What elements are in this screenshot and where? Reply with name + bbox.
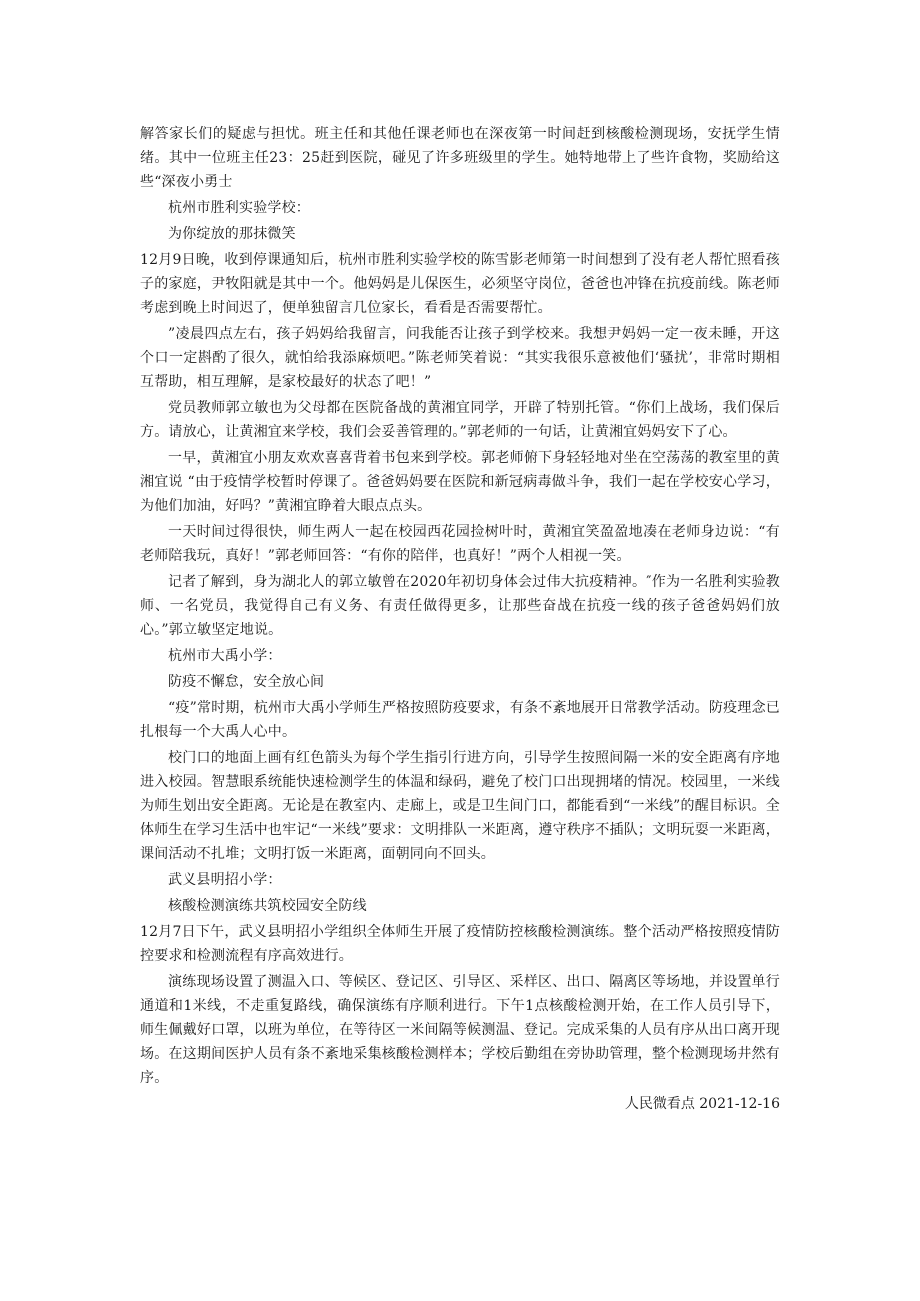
section-heading: 核酸检测演练共筑校园安全防线 (168, 898, 367, 914)
section-school-name: 杭州市大禹小学： (168, 648, 282, 664)
document-page (140, 122, 780, 1116)
paragraph: 校门口的地面上画有红色箭头为每个学生指引行进方向，引导学生按照间隔一米的安全距离有序地进入校园。智慧眼系统能快速检测学生的体温和绿码，避免了校门口出现拥堵的情况。校园里，一米线为师生划出安全距离。无论是在教室内、走廊上，或是卫生间门口，都能看到“一米线”的醒目标识。全体师生在学习生活中也牢记“一米线”要求：文明排队一米距离，遵守秩序不插队；文明玩耍一米距离，课间活动不扎堆；文明打饭一米距离，面朝同向不回头。 (140, 750, 780, 862)
paragraph: 12月9日晚，收到停课通知后，杭州市胜利实验学校的陈雪影老师第一时间想到了没有老人帮忙照看孩子的家庭，尹牧阳就是其中一个。他妈妈是儿保医生，必须坚守岗位，爸爸也冲锋在抗疫前线。陈老师考虑到晚上时间迟了，便单独留言几位家长，看看是否需要帮忙。 (140, 252, 780, 316)
paragraph: 一早，黄湘宜小朋友欢欢喜喜背着书包来到学校。郭老师俯下身轻轻地对坐在空荡荡的教室里的黄湘宜说 “由于疫情学校暂时停课了。爸爸妈妈要在医院和新冠病毒做斗争，我们一起在学校安心学习，为他们加油，好吗？”黄湘宜睁着大眼点点头。 (140, 450, 780, 514)
paragraph: “疫”常时期，杭州市大禹小学师生严格按照防疫要求，有条不紊地展开日常教学活动。防疫理念已扎根每一个大禹人心中。 (140, 700, 780, 740)
section-school-name: 杭州市胜利实验学校： (168, 200, 310, 216)
paragraph: 一天时间过得很快，师生两人一起在校园西花园捡树叶时，黄湘宜笑盈盈地凑在老师身边说：“有老师陪我玩，真好！”郭老师回答：“有你的陪伴，也真好！”两个人相视一笑。 (140, 524, 780, 564)
paragraph: ”凌晨四点左右，孩子妈妈给我留言，问我能否让孩子到学校来。我想尹妈妈一定一夜未睡，开这个口一定斟酌了很久，就怕给我添麻烦吧。”陈老师笑着说：“其实我很乐意被他们‘骚扰’，非常时期相互帮助，相互理解，是家校最好的状态了吧！” (140, 326, 780, 390)
paragraph: 演练现场设置了测温入口、等候区、登记区、引导区、采样区、出口、隔离区等场地，并设置单行通道和1米线，不走重复路线，确保演练有序顺利进行。下午1点核酸检测开始，在工作人员引导下，师生佩戴好口罩，以班为单位，在等待区一米间隔等候测温、登记。完成采集的人员有序从出口离开现场。在这期间医护人员有条不紊地采集核酸检测样本；学校后勤组在旁协助管理，整个检测现场井然有序。 (140, 974, 780, 1086)
section-heading: 防疫不懈怠，安全放心间 (168, 674, 325, 690)
paragraph: 党员教师郭立敏也为父母都在医院备战的黄湘宜同学，开辟了特别托管。“你们上战场，我们保后方。请放心，让黄湘宜来学校，我们会妥善管理的。”郭老师的一句话，让黄湘宜妈妈安下了心。 (140, 400, 780, 440)
paragraph: 记者了解到，身为湖北人的郭立敏曾在2020年初切身体会过伟大抗疫精神。″作为一名胜利实验教师、一名党员，我觉得自己有义务、有责任做得更多，让那些奋战在抗疫一线的孩子爸爸妈妈们放心。”郭立敏坚定地说。 (140, 574, 780, 638)
source-attribution: 人民微看点 2021-12-16 (624, 1096, 780, 1112)
paragraph: 12月7日下午，武义县明招小学组织全体师生开展了疫情防控核酸检测演练。整个活动严格按照疫情防控要求和检测流程有序高效进行。 (140, 924, 780, 964)
section-heading: 为你绽放的那抹微笑 (168, 226, 296, 242)
section-school-name: 武义县明招小学： (168, 872, 282, 888)
paragraph-continuation: 解答家长们的疑虑与担忧。班主任和其他任课老师也在深夜第一时间赶到核酸检测现场，安抚学生情绪。其中一位班主任23：25赶到医院，碰见了许多班级里的学生。她特地带上了些许食物，奖励给这些“深夜小勇士 (140, 126, 780, 190)
